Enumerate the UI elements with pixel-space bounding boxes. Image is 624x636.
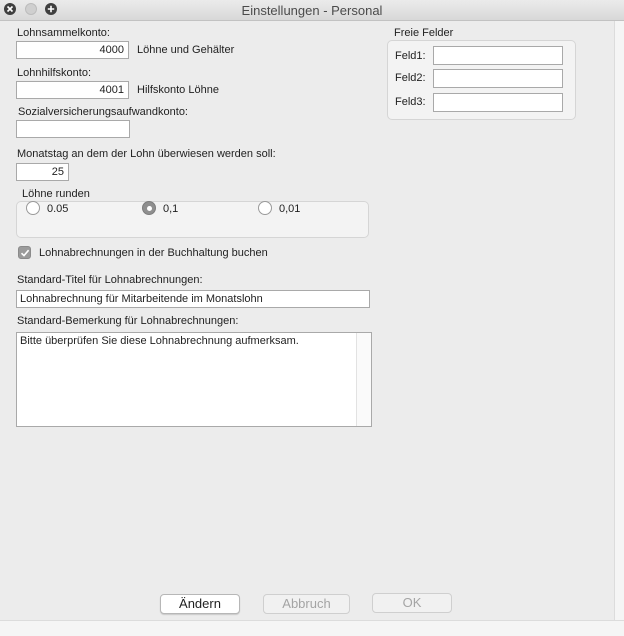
standard-titel-label: Standard-Titel für Lohnabrechnungen: [17, 274, 203, 286]
textarea-scrollbar[interactable] [356, 333, 371, 426]
lohnhilfskonto-input[interactable]: 4001 [16, 81, 129, 99]
radio-0-1[interactable] [142, 201, 156, 215]
sozialversicherung-input[interactable] [16, 120, 130, 138]
loehne-runden-group [16, 201, 369, 238]
vertical-scrollbar[interactable] [614, 21, 624, 620]
monatstag-input[interactable]: 25 [16, 163, 69, 181]
ok-button[interactable]: OK [372, 593, 452, 613]
radio-0-1-label: 0,1 [163, 203, 179, 215]
feld2-input[interactable] [433, 69, 563, 88]
abbruch-button[interactable]: Abbruch [263, 594, 350, 614]
standard-titel-input[interactable]: Lohnabrechnung für Mitarbeitende im Monatslohn [16, 290, 370, 308]
radio-0-01-label: 0,01 [279, 203, 301, 215]
title-bar [0, 0, 624, 21]
monatstag-label: Monatstag an dem der Lohn überwiesen werden soll: [17, 148, 276, 160]
radio-0-05[interactable] [26, 201, 40, 215]
freie-felder-title: Freie Felder [394, 27, 454, 39]
aendern-button[interactable]: Ändern [160, 594, 240, 614]
buchhaltung-checkbox[interactable] [18, 246, 31, 259]
horizontal-scrollbar[interactable] [0, 620, 624, 636]
lohnhilfskonto-label: Lohnhilfskonto: [17, 67, 91, 79]
feld3-label: Feld3: [395, 96, 426, 108]
feld1-input[interactable] [433, 46, 563, 65]
lohnsammelkonto-description: Löhne und Gehälter [137, 44, 235, 56]
buchhaltung-checkbox-label: Lohnabrechnungen in der Buchhaltung buchen [39, 247, 268, 259]
radio-0-01[interactable] [258, 201, 272, 215]
feld1-label: Feld1: [395, 50, 426, 62]
lohnhilfskonto-description: Hilfskonto Löhne [137, 84, 219, 96]
standard-bemerkung-text: Bitte überprüfen Sie diese Lohnabrechnung aufmerksam. [20, 335, 299, 347]
feld2-label: Feld2: [395, 72, 426, 84]
sozialversicherung-label: Sozialversicherungsaufwandkonto: [18, 106, 188, 118]
radio-0-05-label: 0.05 [47, 203, 69, 215]
feld3-input[interactable] [433, 93, 563, 112]
window-title: Einstellungen - Personal [241, 3, 383, 18]
standard-bemerkung-textarea[interactable] [16, 332, 372, 427]
lohnsammelkonto-input[interactable]: 4000 [16, 41, 129, 59]
loehne-runden-label: Löhne runden [22, 188, 90, 200]
lohnsammelkonto-label: Lohnsammelkonto: [17, 27, 110, 39]
standard-bemerkung-label: Standard-Bemerkung für Lohnabrechnungen: [17, 315, 239, 327]
